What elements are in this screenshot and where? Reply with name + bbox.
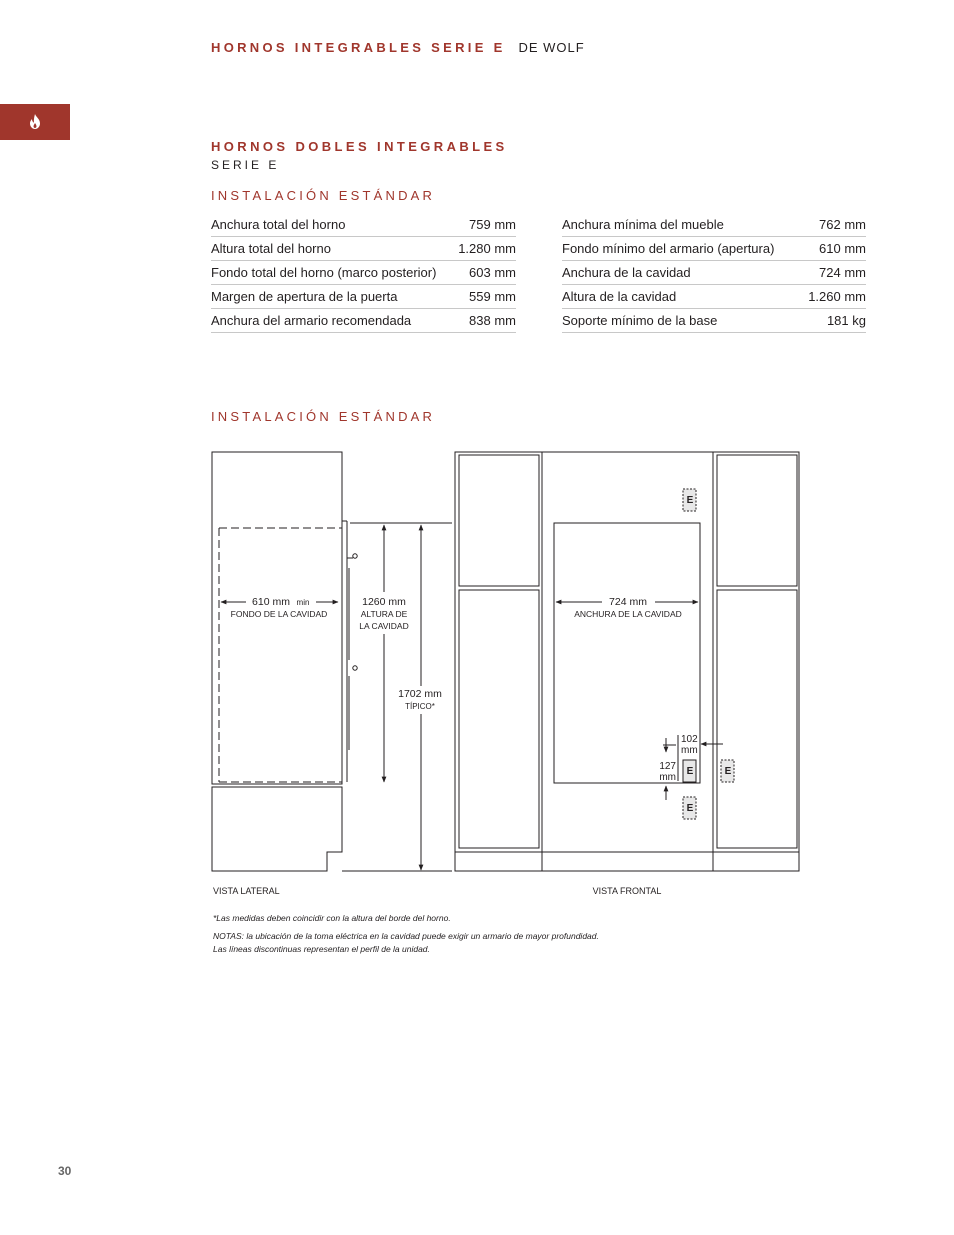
front-view: [455, 452, 799, 871]
height-value: 1260 mm: [362, 596, 406, 608]
typical-label: TÍPICO*: [405, 702, 435, 711]
side-view: [212, 452, 452, 871]
outlet-label: E: [686, 803, 694, 814]
depth-label: FONDO DE LA CAVIDAD: [230, 609, 328, 619]
table-heading: INSTALACIÓN ESTÁNDAR: [211, 188, 436, 203]
outlet-label: E: [686, 495, 694, 506]
diagram-heading: INSTALACIÓN ESTÁNDAR: [211, 409, 436, 424]
front-view-label: VISTA FRONTAL: [592, 886, 662, 896]
section-title: HORNOS DOBLES INTEGRABLES: [211, 139, 508, 154]
typical-value: 1702 mm: [398, 688, 442, 700]
spec-value: 759 mm: [454, 213, 516, 237]
note-1: NOTAS: la ubicación de la toma eléctrica en la cavidad puede exigir un armario de mayor profundidad.: [213, 931, 599, 941]
dim-127: 127: [659, 761, 676, 772]
spec-label: Fondo total del horno (marco posterior): [211, 261, 454, 285]
width-label: ANCHURA DE LA CAVIDAD: [574, 609, 682, 619]
side-view-label: VISTA LATERAL: [213, 886, 280, 896]
spec-value: 1.280 mm: [454, 237, 516, 261]
outlet-label: E: [724, 766, 732, 777]
spec-label: Altura total del horno: [211, 237, 454, 261]
spec-label: Soporte mínimo de la base: [562, 309, 801, 333]
height-label-2: LA CAVIDAD: [359, 621, 409, 631]
spec-label: Anchura total del horno: [211, 213, 454, 237]
depth-value: 610 mm: [252, 596, 290, 608]
spec-value: 603 mm: [454, 261, 516, 285]
spec-value: 724 mm: [801, 261, 866, 285]
spec-label: Fondo mínimo del armario (apertura): [562, 237, 801, 261]
page-number: 30: [58, 1164, 72, 1178]
spec-label: Altura de la cavidad: [562, 285, 801, 309]
spec-label: Margen de apertura de la puerta: [211, 285, 454, 309]
width-value: 724 mm: [609, 596, 647, 608]
spec-value: 559 mm: [454, 285, 516, 309]
header-title: HORNOS INTEGRABLES SERIE E: [211, 40, 506, 55]
spec-label: Anchura de la cavidad: [562, 261, 801, 285]
spec-value: 838 mm: [454, 309, 516, 333]
depth-min: min: [296, 598, 310, 607]
spec-value: 1.260 mm: [801, 285, 866, 309]
spec-value: 610 mm: [801, 237, 866, 261]
height-label-1: ALTURA DE: [360, 609, 408, 619]
section-subtitle: SERIE E: [211, 158, 280, 172]
dim-127-unit: mm: [659, 772, 676, 783]
footnote: *Las medidas deben coincidir con la altura del borde del horno.: [213, 913, 451, 923]
spec-value: 181 kg: [801, 309, 866, 333]
outlet-label: E: [686, 766, 694, 777]
spec-label: Anchura mínima del mueble: [562, 213, 801, 237]
dim-102: 102: [681, 734, 698, 745]
spec-value: 762 mm: [801, 213, 866, 237]
note-2: Las líneas discontinuas representan el perfil de la unidad.: [213, 944, 430, 954]
spec-label: Anchura del armario recomendada: [211, 309, 454, 333]
dim-102-unit: mm: [681, 745, 698, 756]
header-brand: DE WOLF: [518, 40, 585, 55]
